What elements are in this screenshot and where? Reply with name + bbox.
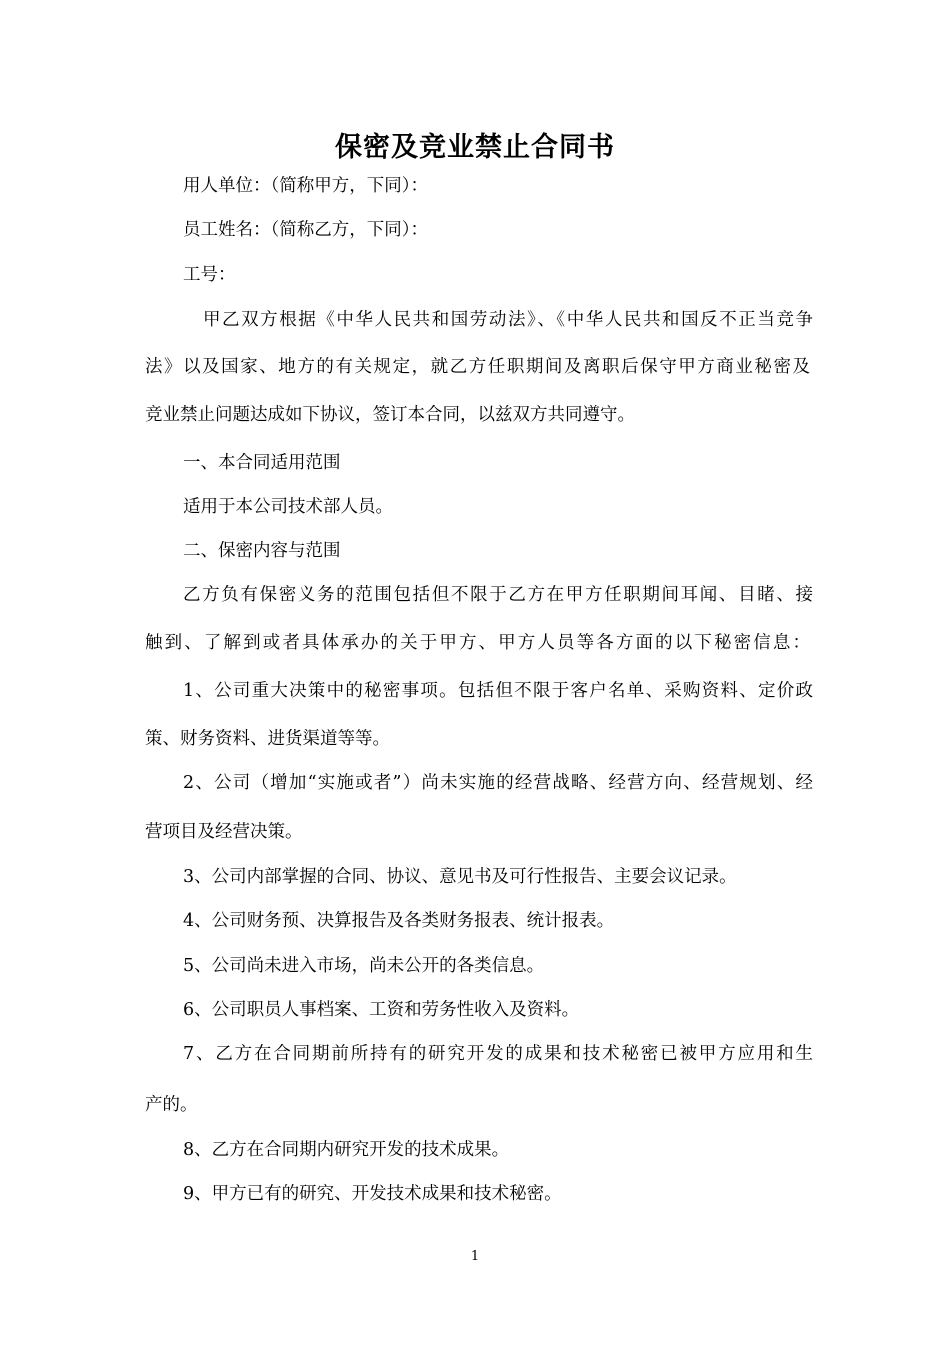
- item7-line-1: 7、乙方在合同期前所持有的研究开发的成果和技术秘密已被甲方应用和生: [183, 1044, 813, 1064]
- employer-field: 用人单位：（简称甲方，下同）：: [183, 176, 428, 196]
- item5: 5、公司尚未进入市场，尚未公开的各类信息。: [183, 956, 545, 976]
- section2-heading: 二、保密内容与范围: [183, 541, 341, 561]
- document-title: 保密及竞业禁止合同书: [335, 132, 615, 163]
- section1-text: 适用于本公司技术部人员。: [183, 497, 393, 517]
- item2-line-1: 2、公司（增加“实施或者”）尚未实施的经营战略、经营方向、经营规划、经: [183, 773, 813, 793]
- item8: 8、乙方在合同期内研究开发的技术成果。: [183, 1140, 510, 1160]
- section1-heading: 一、本合同适用范围: [183, 453, 341, 473]
- section2-intro-line-2: 触到、了解到或者具体承办的关于甲方、甲方人员等各方面的以下秘密信息：: [145, 633, 810, 653]
- preamble-line-2: 法》以及国家、地方的有关规定，就乙方任职期间及离职后保守甲方商业秘密及: [145, 357, 810, 377]
- employee-id-field: 工号：: [183, 265, 236, 285]
- section2-intro-line-1: 乙方负有保密义务的范围包括但不限于乙方在甲方任职期间耳闻、目睹、接: [183, 585, 813, 605]
- preamble-line-3: 竞业禁止问题达成如下协议，签订本合同，以兹双方共同遵守。: [145, 405, 635, 425]
- employee-name-field: 员工姓名：（简称乙方，下同）：: [183, 220, 428, 240]
- item4: 4、公司财务预、决算报告及各类财务报表、统计报表。: [183, 911, 615, 931]
- item3: 3、公司内部掌握的合同、协议、意见书及可行性报告、主要会议记录。: [183, 867, 737, 887]
- preamble-line-1: 甲乙双方根据《中华人民共和国劳动法》、《中华人民共和国反不正当竞争: [203, 310, 813, 330]
- item7-line-2: 产的。: [145, 1095, 198, 1115]
- item9: 9、甲方已有的研究、开发技术成果和技术秘密。: [183, 1184, 562, 1204]
- item1-line-2: 策、财务资料、进货渠道等等。: [145, 729, 390, 749]
- item1-line-1: 1、公司重大决策中的秘密事项。包括但不限于客户名单、采购资料、定价政: [183, 681, 813, 701]
- page-number: 1: [470, 1249, 480, 1264]
- item2-line-2: 营项目及经营决策。: [145, 822, 303, 842]
- item6: 6、公司职员人事档案、工资和劳务性收入及资料。: [183, 1000, 580, 1020]
